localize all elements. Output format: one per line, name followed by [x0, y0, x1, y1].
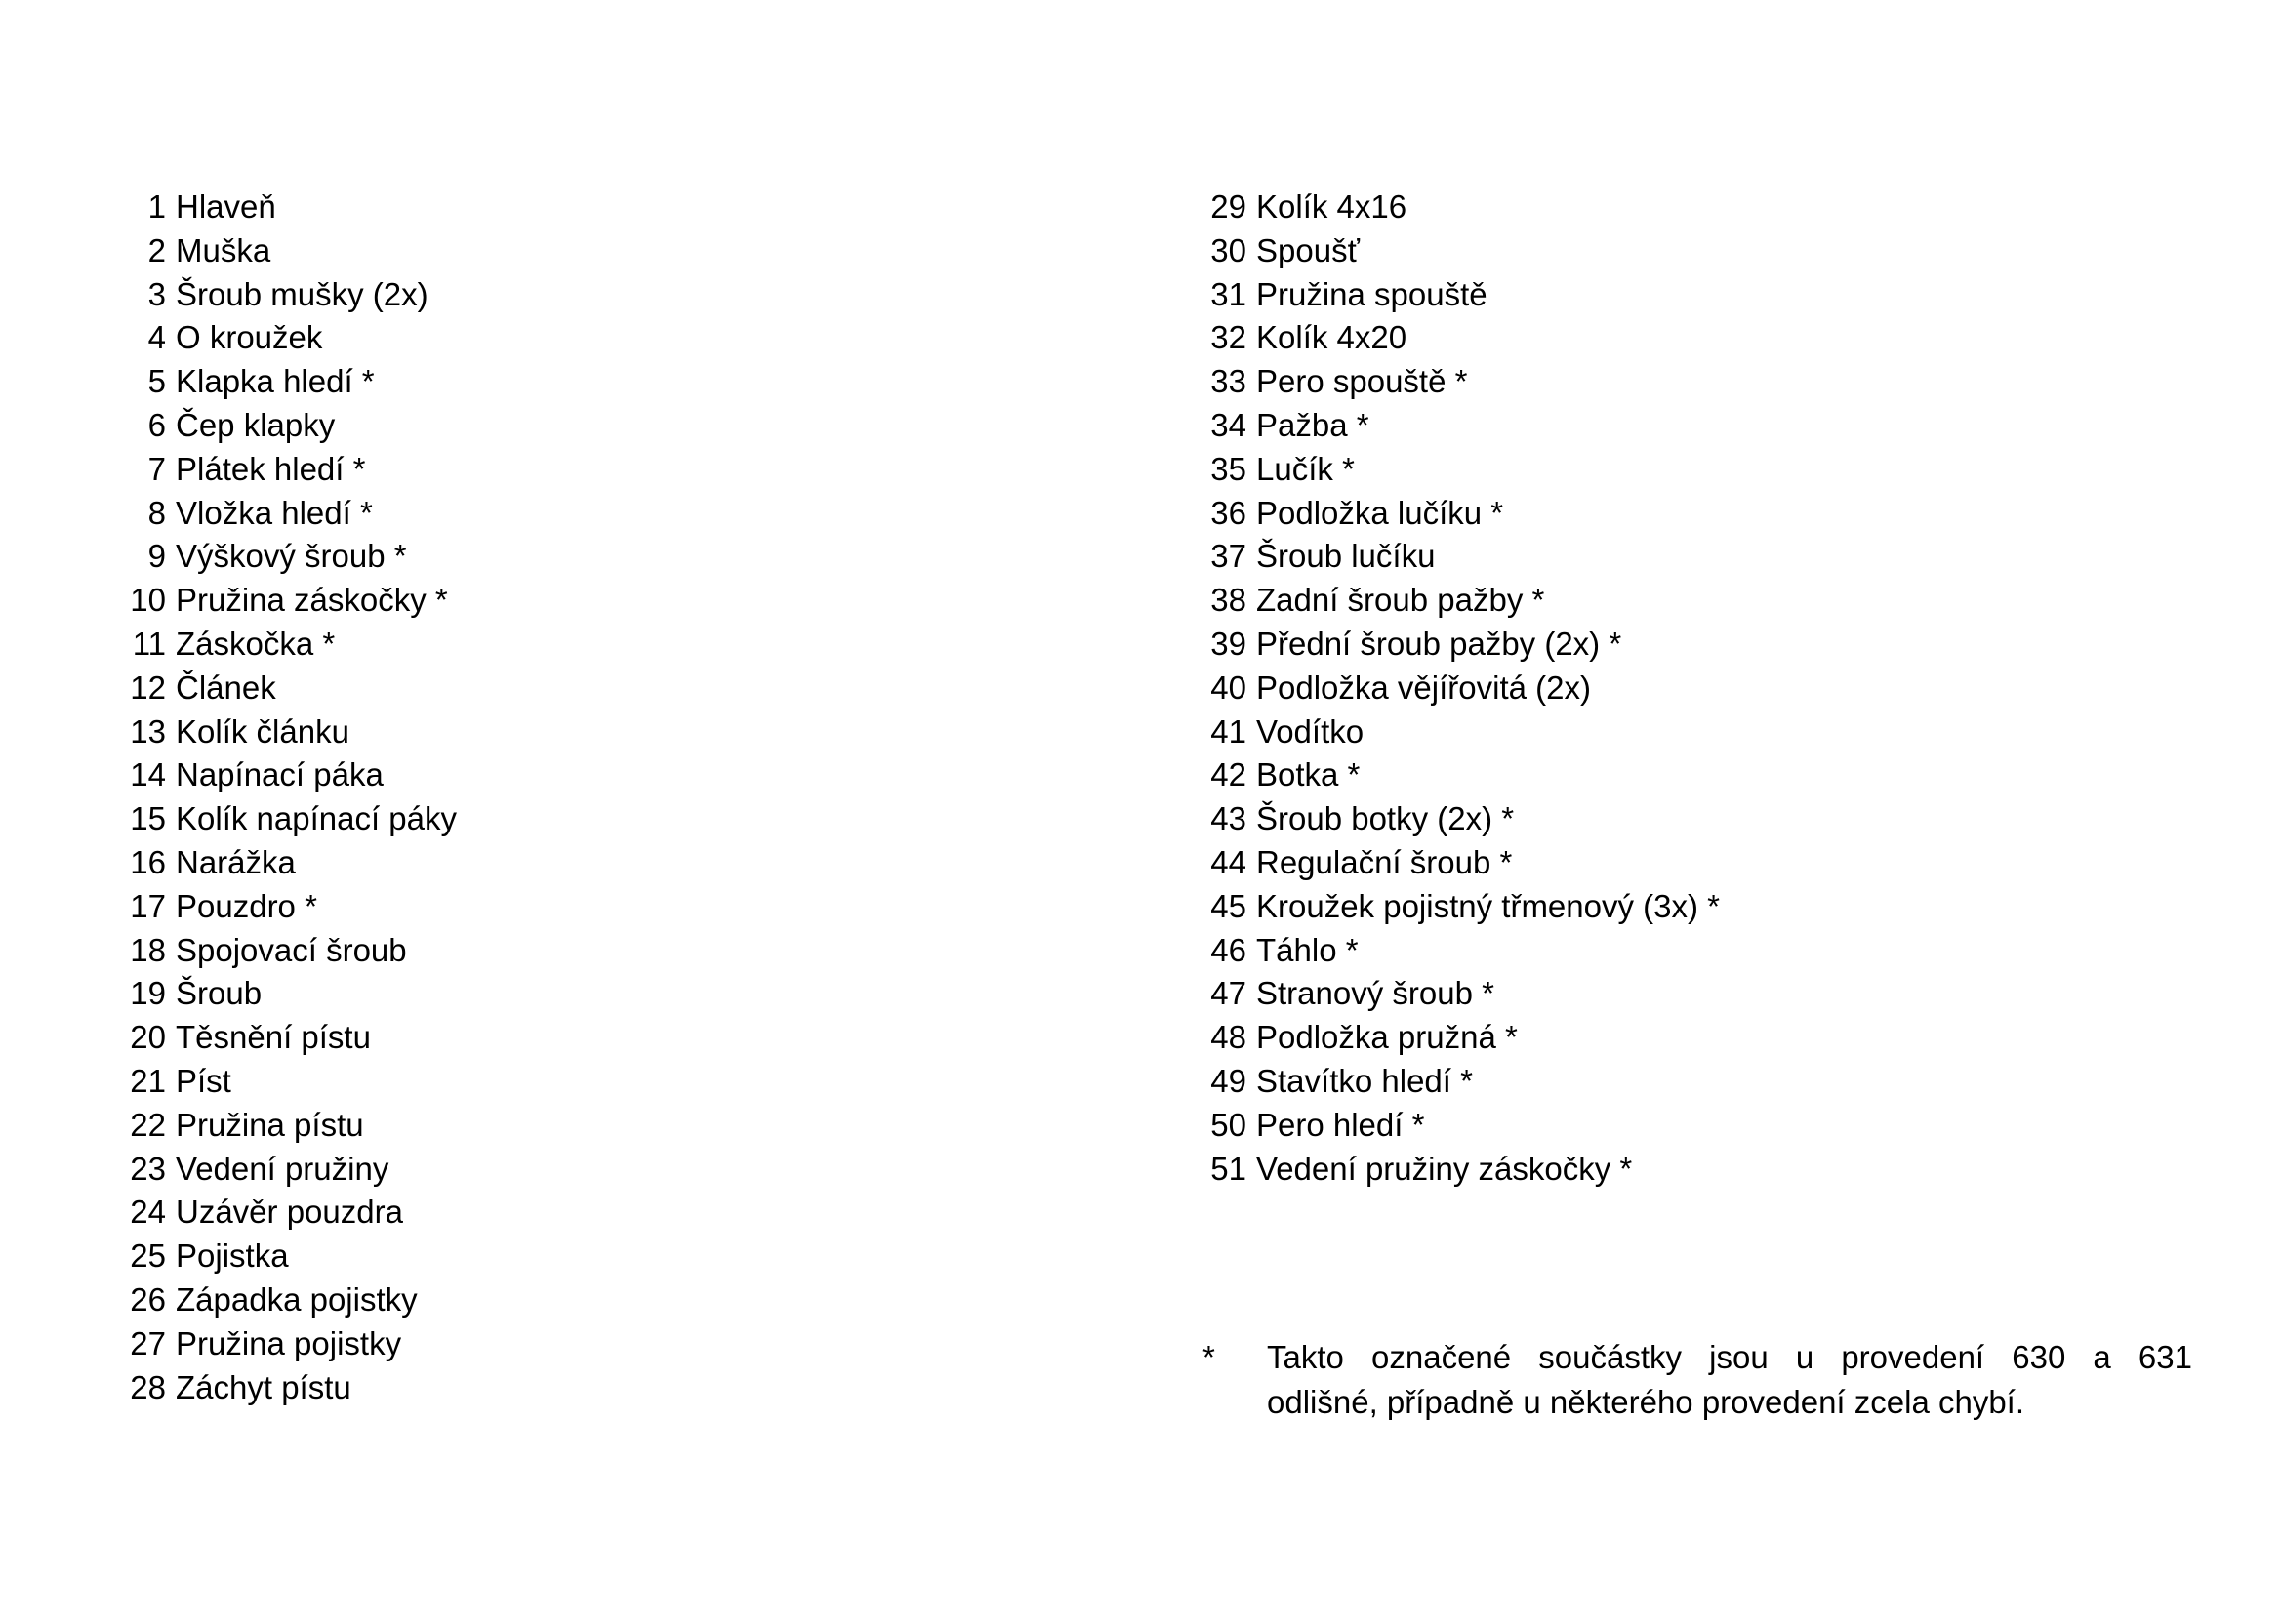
parts-list-item — [115, 1322, 457, 1366]
parts-list-item — [115, 492, 457, 536]
part-label: Narážka — [176, 843, 296, 880]
parts-list-item — [115, 273, 457, 317]
part-label: Pero hledí * — [1256, 1106, 1425, 1143]
part-label: Plátek hledí * — [176, 450, 366, 487]
part-number: 1 — [147, 188, 166, 224]
part-label: Vodítko — [1256, 712, 1365, 750]
part-label: Výškový šroub * — [176, 538, 407, 575]
parts-list-item — [1196, 667, 1720, 710]
part-number: 7 — [147, 450, 166, 487]
part-number: 9 — [147, 538, 166, 575]
part-number: 17 — [130, 887, 166, 924]
parts-list-item — [115, 929, 457, 973]
part-label: Šroub mušky (2x) — [176, 275, 428, 312]
part-label: Šroub — [176, 975, 263, 1012]
part-number: 15 — [130, 800, 166, 837]
parts-list-item — [115, 360, 457, 404]
parts-list-item — [115, 1279, 457, 1322]
parts-list-item — [1196, 229, 1720, 273]
part-number: 20 — [130, 1019, 166, 1056]
part-label: Kroužek pojistný třmenový (3x) * — [1256, 887, 1721, 924]
part-number: 2 — [147, 231, 166, 268]
parts-list-item — [1196, 448, 1720, 492]
part-number: 18 — [130, 931, 166, 968]
part-number: 27 — [130, 1324, 166, 1361]
part-label: Vložka hledí * — [176, 494, 373, 531]
parts-list-item — [1196, 710, 1720, 754]
part-label: Regulační šroub * — [1256, 843, 1513, 880]
parts-list-item — [1196, 185, 1720, 229]
parts-list-item — [115, 972, 457, 1016]
part-number: 40 — [1210, 669, 1246, 706]
parts-list-item — [115, 1060, 457, 1104]
parts-list-item — [115, 1104, 457, 1148]
part-number: 5 — [147, 363, 166, 400]
parts-list-item — [115, 185, 457, 229]
part-number: 44 — [1210, 843, 1246, 880]
footnote — [1202, 1335, 2192, 1424]
part-label: Pouzdro * — [176, 887, 317, 924]
parts-list-item — [1196, 841, 1720, 885]
part-number: 41 — [1210, 712, 1246, 750]
parts-list-item — [1196, 1148, 1720, 1192]
part-label: Pružina spouště — [1256, 275, 1487, 312]
parts-list-item — [115, 535, 457, 579]
parts-list-item — [115, 1016, 457, 1060]
part-number: 39 — [1210, 625, 1246, 662]
part-label: Přední šroub pažby (2x) * — [1256, 625, 1622, 662]
parts-list-item — [115, 753, 457, 797]
footnote-asterisk-marker: * — [1202, 1339, 1215, 1375]
part-label: Pažba * — [1256, 406, 1369, 443]
parts-list-item — [1196, 1104, 1720, 1148]
part-number: 19 — [130, 975, 166, 1012]
part-number: 33 — [1210, 363, 1246, 400]
parts-list-item — [1196, 316, 1720, 360]
part-label: Vedení pružiny — [176, 1150, 389, 1187]
part-number: 25 — [130, 1238, 166, 1275]
part-label: O kroužek — [176, 319, 323, 356]
parts-list-item — [115, 1148, 457, 1192]
parts-list-item — [1196, 404, 1720, 448]
part-label: Záchyt pístu — [176, 1368, 351, 1405]
part-number: 37 — [1210, 538, 1246, 575]
part-label: Kolík 4x20 — [1256, 319, 1407, 356]
parts-list-item — [1196, 972, 1720, 1016]
part-label: Botka * — [1256, 756, 1361, 793]
parts-list-item — [1196, 535, 1720, 579]
part-number: 46 — [1210, 931, 1246, 968]
part-label: Pružina pojistky — [176, 1324, 402, 1361]
part-label: Kolík napínací páky — [176, 800, 458, 837]
part-number: 10 — [130, 582, 166, 619]
parts-list-item — [115, 316, 457, 360]
part-number: 43 — [1210, 800, 1246, 837]
part-number: 35 — [1210, 450, 1246, 487]
part-label: Táhlo * — [1256, 931, 1359, 968]
parts-list-item — [115, 623, 457, 667]
footnote-line-2: odlišné, případně u některého provedení zcela chybí. — [1267, 1383, 2025, 1420]
footnote-line-1: Takto označené součástky jsou u provedení 630 a 631 — [1267, 1339, 2192, 1375]
part-number: 4 — [147, 319, 166, 356]
part-number: 48 — [1210, 1019, 1246, 1056]
parts-list-item — [1196, 623, 1720, 667]
part-label: Spojovací šroub — [176, 931, 407, 968]
parts-list-item — [115, 667, 457, 710]
part-number: 3 — [147, 275, 166, 312]
part-label: Napínací páka — [176, 756, 384, 793]
part-number: 47 — [1210, 975, 1246, 1012]
part-number: 8 — [147, 494, 166, 531]
parts-list-item — [115, 841, 457, 885]
part-label: Zadní šroub pažby * — [1256, 582, 1545, 619]
parts-list-item — [1196, 797, 1720, 841]
parts-list-item — [1196, 1060, 1720, 1104]
part-number: 22 — [130, 1106, 166, 1143]
part-label: Kolík 4x16 — [1256, 188, 1407, 224]
part-number: 31 — [1210, 275, 1246, 312]
parts-list-item — [1196, 753, 1720, 797]
part-number: 45 — [1210, 887, 1246, 924]
part-label: Klapka hledí * — [176, 363, 375, 400]
part-number: 24 — [130, 1194, 166, 1231]
parts-list-item — [1196, 1016, 1720, 1060]
part-label: Píst — [176, 1062, 231, 1099]
parts-list-item — [1196, 885, 1720, 929]
part-label: Podložka pružná * — [1256, 1019, 1518, 1056]
footnote-text — [1267, 1335, 2192, 1424]
part-label: Pružina pístu — [176, 1106, 364, 1143]
part-label: Pojistka — [176, 1238, 289, 1275]
part-label: Spoušť — [1256, 231, 1360, 268]
part-number: 49 — [1210, 1062, 1246, 1099]
parts-list-item — [115, 1366, 457, 1410]
parts-list-item — [115, 404, 457, 448]
part-label: Podložka vějířovitá (2x) — [1256, 669, 1591, 706]
part-number: 21 — [130, 1062, 166, 1099]
part-number: 26 — [130, 1280, 166, 1318]
parts-list-item — [115, 710, 457, 754]
part-number: 13 — [130, 712, 166, 750]
part-number: 38 — [1210, 582, 1246, 619]
part-number: 42 — [1210, 756, 1246, 793]
part-label: Těsnění pístu — [176, 1019, 371, 1056]
part-label: Záskočka * — [176, 625, 336, 662]
part-number: 30 — [1210, 231, 1246, 268]
parts-list-item — [1196, 360, 1720, 404]
parts-list-item — [115, 885, 457, 929]
parts-list-item — [115, 229, 457, 273]
part-number: 34 — [1210, 406, 1246, 443]
part-label: Šroub botky (2x) * — [1256, 800, 1515, 837]
part-number: 29 — [1210, 188, 1246, 224]
parts-list-item — [1196, 929, 1720, 973]
part-number: 6 — [147, 406, 166, 443]
part-label: Vedení pružiny záskočky * — [1256, 1150, 1633, 1187]
part-number: 36 — [1210, 494, 1246, 531]
part-label: Článek — [176, 669, 276, 706]
part-label: Stranový šroub * — [1256, 975, 1494, 1012]
parts-list-item — [1196, 492, 1720, 536]
parts-list-item — [1196, 579, 1720, 623]
parts-list-item — [1196, 273, 1720, 317]
part-label: Šroub lučíku — [1256, 538, 1436, 575]
parts-list-item — [115, 579, 457, 623]
parts-list-item — [115, 797, 457, 841]
part-label: Uzávěr pouzdra — [176, 1194, 403, 1231]
part-label: Kolík článku — [176, 712, 349, 750]
part-label: Muška — [176, 231, 271, 268]
parts-list-item — [115, 1235, 457, 1279]
part-number: 14 — [130, 756, 166, 793]
parts-list-left-column — [115, 185, 457, 1409]
part-label: Podložka lučíku * — [1256, 494, 1504, 531]
part-number: 32 — [1210, 319, 1246, 356]
part-label: Hlaveň — [176, 188, 276, 224]
part-number: 11 — [132, 625, 166, 662]
part-number: 16 — [130, 843, 166, 880]
part-label: Pružina záskočky * — [176, 582, 448, 619]
part-label: Stavítko hledí * — [1256, 1062, 1473, 1099]
parts-list-item — [115, 448, 457, 492]
part-label: Čep klapky — [176, 406, 336, 443]
part-label: Pero spouště * — [1256, 363, 1468, 400]
part-number: 50 — [1210, 1106, 1246, 1143]
part-label: Lučík * — [1256, 450, 1355, 487]
parts-list-right-column — [1196, 185, 1720, 1191]
part-number: 23 — [130, 1150, 166, 1187]
part-number: 12 — [130, 669, 166, 706]
part-label: Západka pojistky — [176, 1280, 418, 1318]
part-number: 28 — [130, 1368, 166, 1405]
parts-list-item — [115, 1191, 457, 1235]
part-number: 51 — [1210, 1150, 1246, 1187]
